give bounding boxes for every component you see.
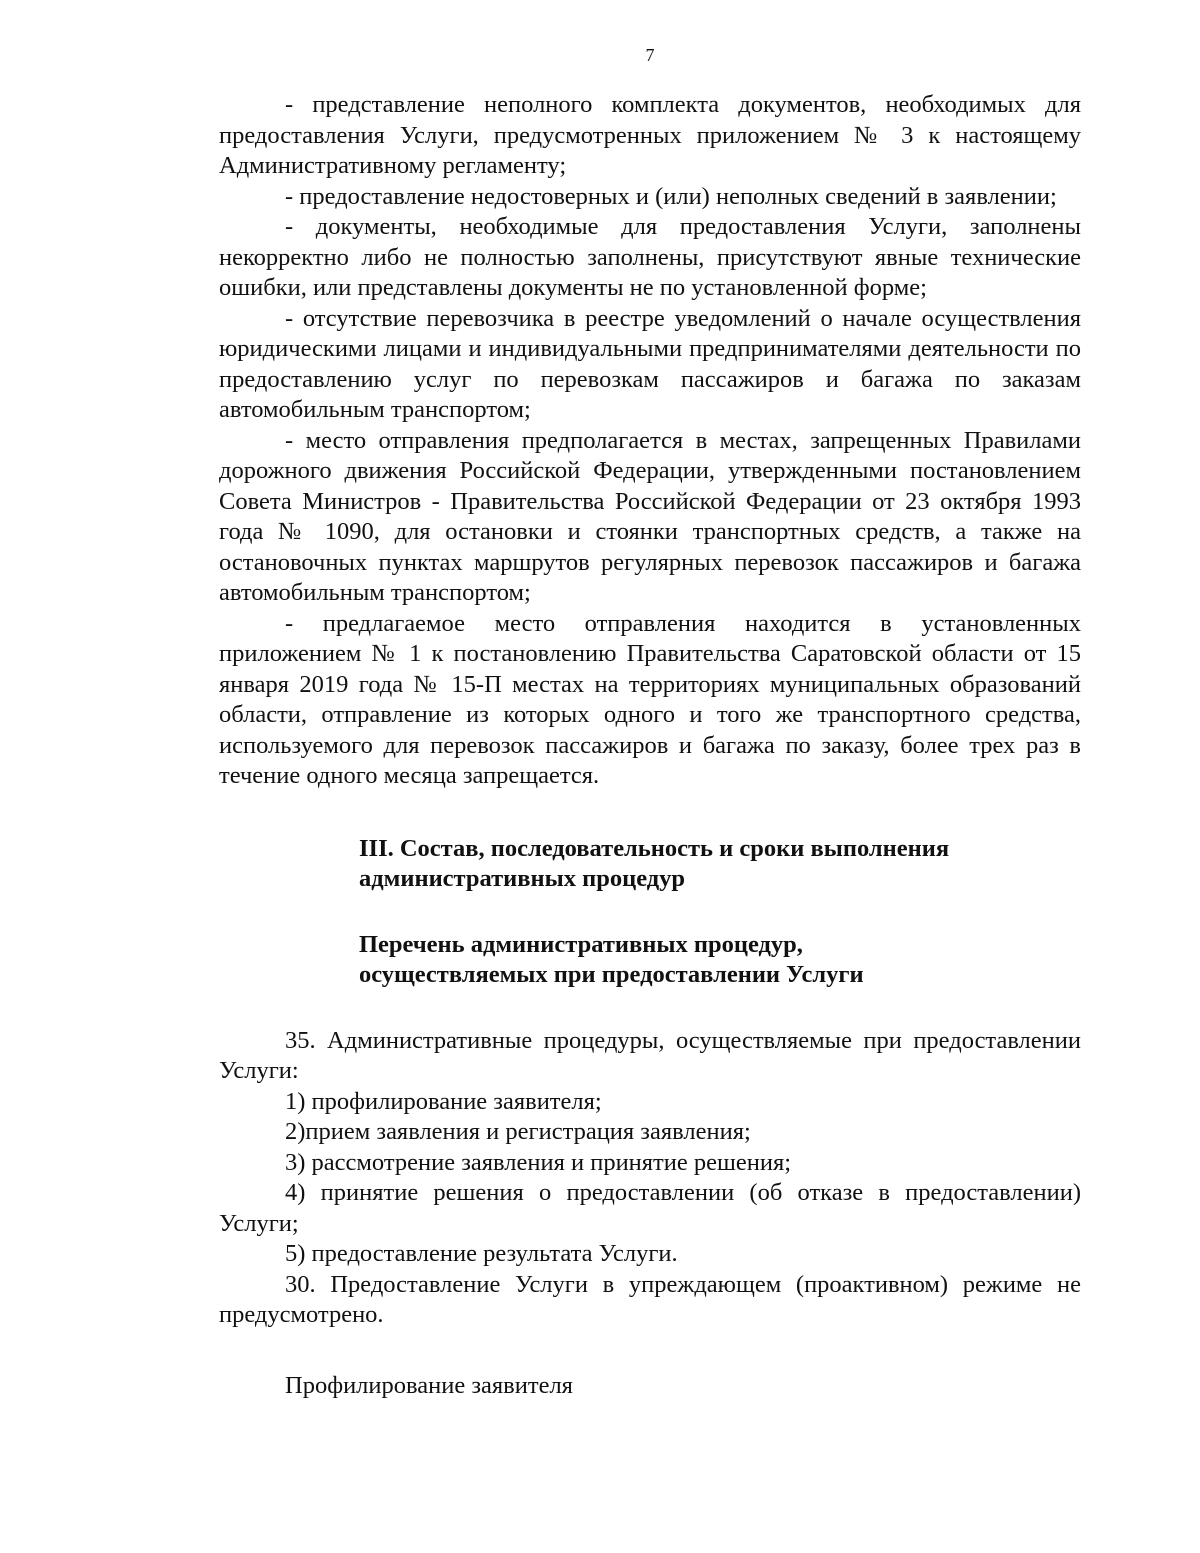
item-36: 30. Предоставление Услуги в упреждающем (проактивном) режиме не предусмотрено. <box>219 1270 1081 1328</box>
section-heading-line-2: административных процедур <box>359 864 686 892</box>
profiling-heading: Профилирование заявителя <box>285 1371 573 1399</box>
paragraph-departure-place-forbidden: - место отправления предполагается в местах, запрещенных Правилами дорожного движения Российской Федерации, утвержденными постановлением Совета Министров - Правительства Российской Федерации от 23 октября 1993 года № 1090, для остановки и стоянки транспортных средств, а также на остановочных пунктах маршрутов регулярных перевозок пассажиров и багажа автомобильным транспортом; <box>219 426 1081 606</box>
item-procedure-5: 5) предоставление результата Услуги. <box>285 1240 678 1267</box>
document-body <box>219 90 1081 1401</box>
item-procedure-1: 1) профилирование заявителя; <box>285 1087 602 1115</box>
sub-heading-line-1: Перечень административных процедур, <box>359 930 803 958</box>
item-35: 35. Административные процедуры, осуществляемые при предоставлении Услуги: <box>219 1026 1081 1084</box>
paragraph-incorrect-documents: - документы, необходимые для предоставления Услуги, заполнены некорректно либо не полностью заполнены, присутствуют явные технические ошибки, или представлены документы не по установленной форме; <box>219 213 1081 301</box>
item-procedure-2: 2)прием заявления и регистрация заявления; <box>285 1118 751 1145</box>
section-heading-line-1: III. Состав, последовательность и сроки выполнения <box>359 834 950 862</box>
paragraph-departure-place-restricted: - предлагаемое место отправления находится в установленных приложением № 1 к постановлению Правительства Саратовской области от 15 января 2019 года № 15-П местах на территориях муниципальных образований области, отправление из которых одного и того же транспортного средства, используемого для перевозок пассажиров и багажа по заказу, более трех раз в течение одного месяца запрещается. <box>219 609 1081 789</box>
sub-heading <box>359 930 1081 990</box>
page-number: 7 <box>645 45 655 65</box>
item-procedure-4: 4) принятие решения о предоставлении (об отказе в предоставлении) Услуги; <box>219 1179 1081 1237</box>
item-procedure-3: 3) рассмотрение заявления и принятие решения; <box>285 1148 792 1176</box>
section-heading <box>359 834 1081 894</box>
paragraph-unreliable-info: - предоставление недостоверных и (или) неполных сведений в заявлении; <box>285 182 1057 210</box>
paragraph-incomplete-documents: - представление неполного комплекта документов, необходимых для предоставления Услуги, предусмотренных приложением № 3 к настоящему Административному регламенту; <box>219 91 1081 179</box>
paragraph-carrier-absent: - отсутствие перевозчика в реестре уведомлений о начале осуществления юридическими лицами и индивидуальными предпринимателями деятельности по предоставлению услуг по перевозкам пассажиров и багажа по заказам автомобильным транспортом; <box>219 304 1081 423</box>
sub-heading-line-2: осуществляемых при предоставлении Услуги <box>359 960 864 988</box>
